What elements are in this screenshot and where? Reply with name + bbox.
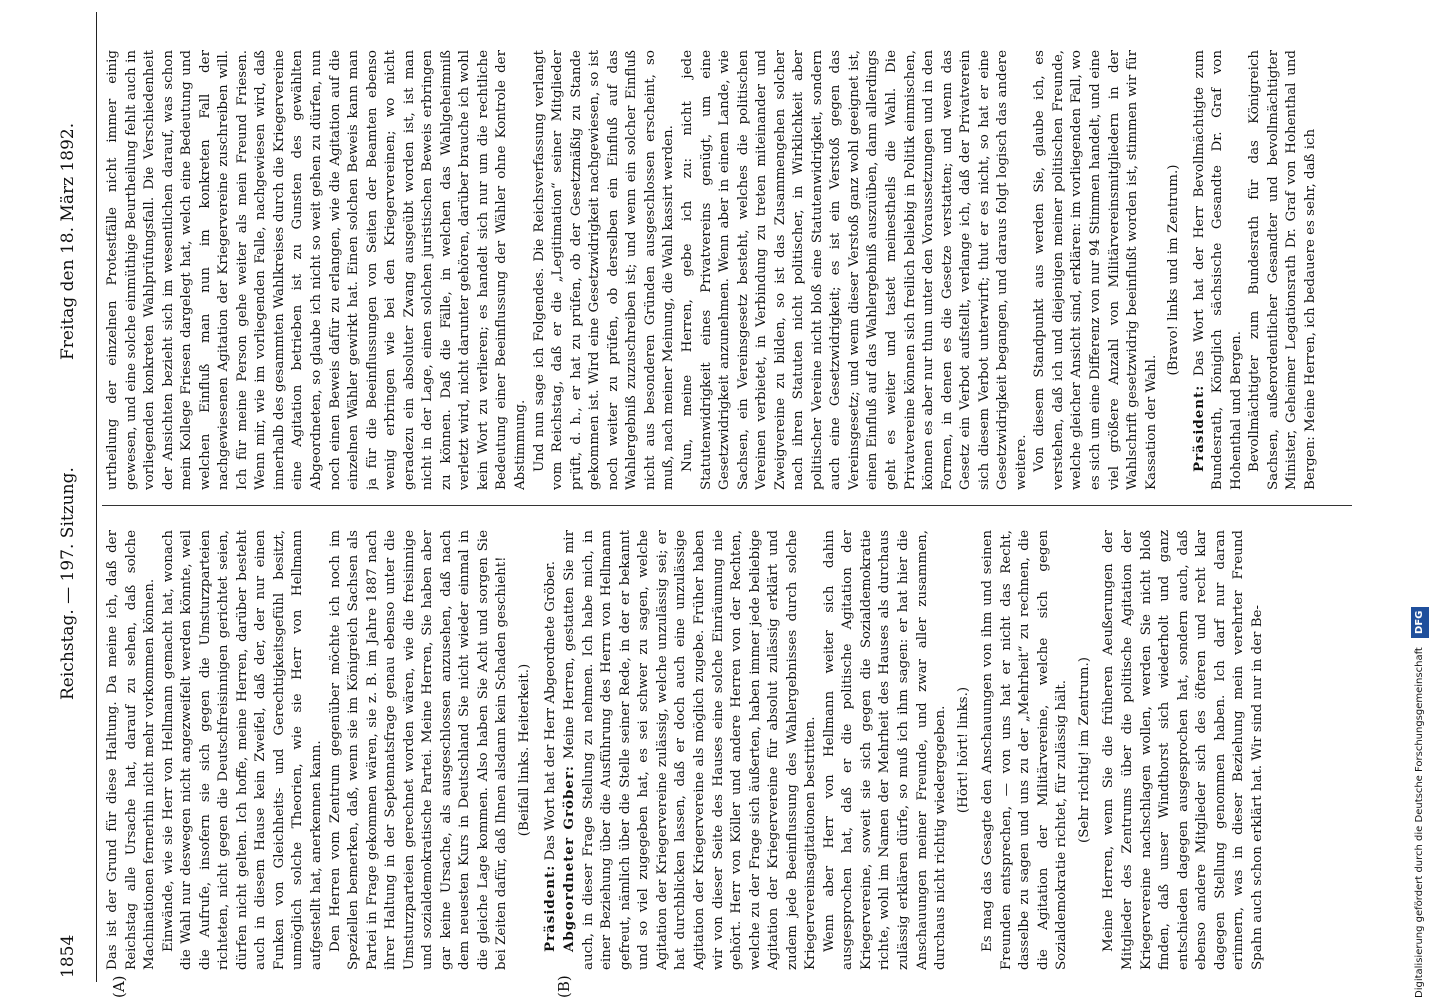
paragraph-text: Es mag das Gesagte den Anschauungen von ihm und seinen Freunden entsprechen, — von uns hat er nicht das Recht, dasselbe zu sagen und uns zu der „Mehrheit“ zu rechnen, die die Agitation der Militärvereine, welche sich gegen Sozialdemokratie richtet, für zulässig hält. [980, 530, 1070, 970]
interjection [955, 530, 974, 970]
paragraph-text: Nun, meine Herren, gebe ich zu: nicht jede Statutenwidrigkeit eines Privatvereins genügt, um eine Gesetzwidrigkeit anzunehmen. Wenn aber in einem Lande, wie Sachsen, ein Vereinsgesetz besteht, welches die politischen Vereinen verbietet, in Verbindung zu treten miteinander und Zweigvereine zu bilden, so ist das Zusammengehen solcher nach ihren Statuten nicht politischer, in Wirklichkeit aber politischer Vereine nicht bloß eine Statutenwidrigkeit, sondern auch eine Gesetzwidrigkeit; es ist ein Verstoß gegen das Vereinsgesetz; und wenn dieser Verstoß ganz wohl geeignet ist, einen Einfluß auf das Wahlergebniß auszuüben, dann allerdings geht es weiter und tastet meinestheils die Wahl. Die Privatvereine können sich freilich beliebig in Politik einmischen, können es aber nur thun unter den Voraussetzungen und in den Formen, in denen es die Gesetze verstatten; und wenn das Gesetz ein Verbot aufstellt, verlange ich, daß der Privatverein sich diesem Verbot unterwirft; thut er es nicht, so hat er eine Gesetzwidrigkeit begangen, und daraus folgt logisch das andere weitere. [679, 50, 1029, 490]
paragraph [1100, 530, 1267, 970]
column-divider [102, 505, 1352, 506]
paragraph-text: Von diesem Standpunkt aus werden Sie, glaube ich, es verstehen, daß ich und diejenigen meiner politischen Freunde, welche gleicher Ansicht sind, erklären: im vorliegenden Fall, wo es sich um eine Differenz von nur 94 Stimmen handelt, und eine viel größere Anzahl von Militärvereinsmitgliedern in der Wahlschrift gesetzwidrig beeinflußt worden ist, stimmen wir für Kassation der Wahl. [1032, 50, 1159, 490]
digitization-credit [1411, 18, 1429, 998]
header-rule [96, 12, 97, 982]
left-text-column [104, 530, 1349, 970]
paragraph [560, 530, 821, 970]
right-text-column [104, 50, 1349, 490]
page-header-date: Freitag den 18. März 1892. [58, 122, 78, 360]
margin-marker-b: (B) [555, 975, 573, 998]
paragraph-text: Einwände, wie sie Herr von Hellmann gemacht hat, wonach die Wahl nur deswegen nicht angezweifelt werden könnte, weil die Aufrufe, insofern sie sich gegen die Umsturzparteien richteten, nicht gegen die Deutschfreisinnigen gerichtet seien, dürfen nicht gelten. Ich hoffe, meine Herren, darüber besteht auch in diesem Hause kein Zweifel, daß der, der nur einen Funken von Gleichheits- und Gerechtigkeitsgefühl besitzt, unmöglich solche Theorien, wie sie Herr von Hellmann aufgestellt hat, anerkennen kann. [160, 530, 325, 970]
paragraph-text: Das Wort hat der Herr Abgeordnete Gröber. [542, 560, 558, 861]
paragraph [1190, 50, 1247, 490]
paragraph-text: Das ist der Grund für diese Haltung. Da meine ich, daß der Reichstag alle Ursache hat, darauf zu sehen, daß solche Machinationen fernerhin nicht mehr vorkommen können. [105, 530, 158, 970]
paragraph [160, 530, 327, 970]
digitization-credit-text: Digitalisierung gefördert durch die Deutsche Forschungsgemeinschaft [1414, 647, 1425, 998]
paragraph [821, 530, 951, 970]
dfg-logo: DFG [1411, 607, 1429, 638]
page-number: 1854 [58, 934, 78, 978]
interjection-text: (Hört! hört! links.) [955, 686, 971, 814]
paragraph-text: Und nun sage ich Folgendes. Die Reichsverfassung verlangt vom Reichstag, daß er die „Legitimation“ seiner Mitglieder prüft, d. h., er hat zu prüfen, ob der Gesetzmäßig zu Stande gekommen ist. Wird eine Gesetzwidrigkeit nachgewiesen, so ist noch weiter zu prüfen, ob derselben ein Einfluß auf das Wahlergebniß zuzuschreiben ist; und wenn ein solcher Einfluß nicht aus besonderen Gründen ausgeschlossen erscheint, so muß, nach meiner Meinung, die Wahl kassirt werden. [531, 50, 677, 490]
paragraph [1031, 50, 1161, 490]
paragraph-text: Den Herren vom Zentrum gegenüber möchte ich noch im Speziellen bemerken, daß, wenn sie im Königreich Sachsen als Partei in Frage gekommen wären, sie z. B. im Jahre 1887 nach ihrer Haltung in der Septennatsfrage genau ebenso unter die Umsturzparteien gerechnet worden wären, wie die freisinnige und sozialdemokratische Partei. Meine Herren, Sie haben aber gar keine Ursache, als ausgeschlossen anzusehen, daß nach dem neuesten Kurs in Deutschland Sie nicht wieder einmal in die gleiche Lage kommen. Also haben Sie Acht und sorgen Sie bei Zeiten dafür, daß Ihnen alsdann kein Schaden geschieht! [327, 530, 510, 970]
paragraph-text: Meine Herren, wenn Sie die früheren Aeußerungen der Mitglieder des Zentrums über die politische Agitation der Kriegervereine nachschlagen wollen, werden Sie nicht bloß finden, daß unser Windthorst sich wiederholt und ganz entschieden dagegen ausgesprochen hat, sondern auch, daß ebenso andere Mitglieder sich des öfteren und recht klar dagegen Stellung genommen haben. Ich darf nur daran erinnern, was in dieser Beziehung mein verehrter Freund Spahn auch schon erklärt hat. Wir sind nur in der Be- [1101, 530, 1265, 970]
digitization-stamp [1411, 10, 1431, 998]
paragraph-text: Bevollmächtigter zum Bundesrath für das Königreich Sachsen, außerordentlicher Gesandter und bevollmächtigter Minister, Geheimer Legationsrath Dr. Graf von Hohenthal und Bergen: Meine Herren, ich bedauere es sehr, daß ich [1247, 50, 1318, 490]
paragraph [531, 50, 679, 490]
page-header-title: Reichstag. — 197. Sitzung. [58, 467, 78, 700]
paragraph-text: Meine Herren, gestatten Sie mir auch, in dieser Frage Stellung zu nehmen. Ich habe mich, in einer Beziehung über die Ausführung des Herrn von Hellmann gefreut, nämlich über die Stelle seiner Rede, in der er bekannt und so viel zugegeben hat, es sei schwer zu sagen, welche Agitation der Kriegervereine zulässig, welche unzulässig sei; er hat durchblicken lassen, daß er doch auch eine unzulässige Agitation der Kriegervereine als möglich zugebe. Früher haben wir von dieser Seite des Hauses eine solche Einräumung nie gehört. Herr von Köller und andere Herren von der Rechten, welche zu der Frage sich äußerten, haben immer jede beliebige Agitation der Kriegervereine für absolut zulässig erklärt und zudem jede Beeinflussung des Wahlergebnisses durch solche Kriegervereinsagitationen bestritten. [562, 530, 819, 970]
interjection [1165, 50, 1184, 490]
paragraph [979, 530, 1072, 970]
paragraph-text: Wenn aber Herr von Hellmann weiter sich dahin ausgesprochen hat, daß er die politische Agitation der Kriegervereine, soweit sie sich gegen die Sozialdemokratie richte, wohl im Namen der Mehrheit des Hauses als durchaus zulässig erklären dürfe, so muß ich ihm sagen: er hat hier die Anschauungen meiner Freunde, und zwar aller zusammen, durchaus nicht richtig wiedergegeben. [821, 530, 949, 970]
interjection-text: (Beifall links. Heiterkeit.) [517, 663, 533, 837]
paragraph [541, 530, 561, 970]
interjection [1076, 530, 1095, 970]
speaker-name: Präsident: [541, 864, 558, 952]
paragraph-text: Das Wort hat der Herr Bevollmächtigte zum Bundesrath, Königlich sächsische Gesandte Dr. Graf von Hohenthal und Bergen. [1191, 50, 1244, 490]
paragraph [104, 50, 531, 490]
paragraph [104, 530, 160, 970]
paragraph-text: urtheilung der einzelnen Protestfälle nicht immer einig gewesen, und eine solche einmüthige Beurtheilung fehlt auch in vorliegenden konkreten Wahlprüfungsfall. Die Verschiedenheit der Ansichten bezieht sich im wesentlichen darauf, was schon mein Kollege Friesen dargelegt hat, welch eine Bedeutung und welchen Einfluß man nun im konkreten Fall der nachgewiesenen Agitation der Kriegervereine zuschreiben will. Ich für meine Person gehe weiter als mein Freund Friesen. Wenn mir, wie im vorliegenden Falle, nachgewiesen wird, daß innerhalb des gesammten Wahlkreises durch die Kriegervereine eine Agitation betrieben ist zu Gunsten des gewählten Abgeordneten, so glaube ich nicht so weit gehen zu dürfen, nun noch einen Beweis dafür zu erlangen, wie die Agitation auf die einzelnen Wähler gewirkt hat. Einen solchen Beweis kann man ja für die Beeinflussungen von Seiten der Beamten ebenso wenig erbringen wie bei den Kriegervereinen; wo nicht geradezu ein absoluter Zwang ausgeübt worden ist, ist man nicht in der Lage, einen solchen juristischen Beweis erbringen zu können. Daß die Fälle, in welchen das Wahlgeheimniß verletzt wird, nicht darunter gehören, darüber brauche ich wohl kein Wort zu verlieren; es handelt sich nur um die rechtliche Bedeutung einer Beeinflussung der Wähler ohne Kontrole der Abstimmung. [105, 50, 529, 490]
interjection-text: (Bravo! links und im Zentrum.) [1166, 164, 1182, 376]
speaker-name: Präsident: [1190, 384, 1207, 472]
paragraph [327, 530, 512, 970]
speaker-name: Abgeordneter Gröber: [561, 765, 578, 952]
paragraph [679, 50, 1031, 490]
paragraph [1246, 50, 1320, 490]
interjection [516, 530, 535, 970]
interjection-text: (Sehr richtig! im Zentrum.) [1076, 657, 1092, 843]
margin-marker-a: (A) [110, 975, 128, 998]
